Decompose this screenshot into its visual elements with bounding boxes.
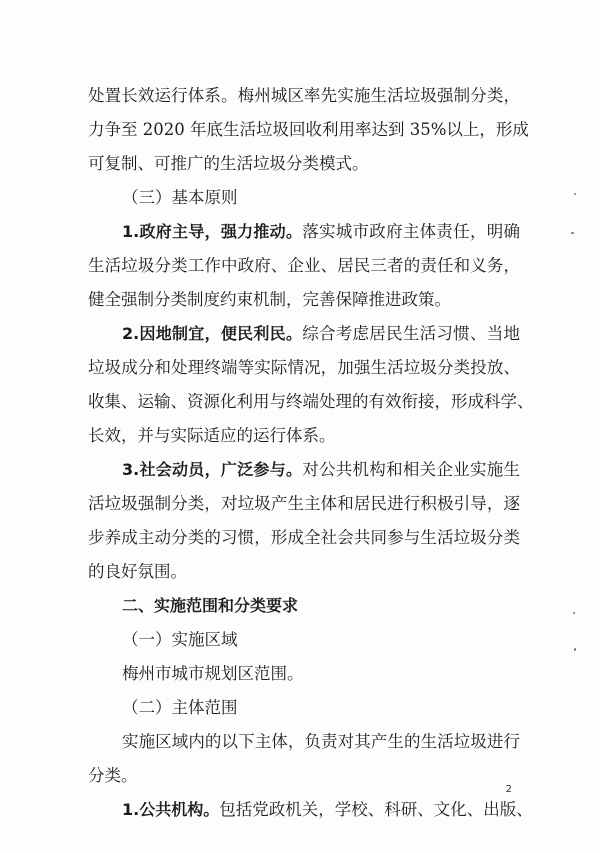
principle-title: 3.社会动员，广泛参与。 (122, 460, 303, 479)
paragraph-line: 实施区域内的以下主体，负责对其产生的生活垃圾进行 (122, 732, 520, 751)
paragraph-line: 力争至 2020 年底生活垃圾回收利用率达到 35%以上，形成 (88, 120, 529, 139)
scan-speck (571, 232, 574, 234)
section-subheading: （三）基本原则 (122, 188, 238, 207)
category-title: 1.公共机构。 (122, 800, 220, 819)
paragraph-line: 垃圾成分和处理终端等实际情况，加强生活垃圾分类投放、 (88, 358, 520, 377)
section-subheading: （一）实施区域 (122, 630, 238, 649)
page-number: 2 (505, 784, 512, 795)
paragraph-line: 生活垃圾分类工作中政府、企业、居民三者的责任和义务， (88, 256, 520, 275)
scan-speck (574, 193, 576, 195)
paragraph-line: 收集、运输、资源化利用与终端处理的有效衔接，形成科学、 (88, 392, 534, 411)
principle-title: 1.政府主导，强力推动。 (122, 222, 303, 241)
paragraph-line: 处置长效运行体系。梅州城区率先实施生活垃圾强制分类， (88, 86, 520, 105)
paragraph-line: 的良好氛围。 (88, 562, 187, 581)
principle-line: 2.因地制宜，便民利民。综合考虑居民生活习惯、当地 (122, 324, 520, 343)
principle-title: 2.因地制宜，便民利民。 (122, 324, 303, 343)
paragraph-line: 梅州市城市规划区范围。 (122, 664, 304, 683)
paragraph-line: 分类。 (88, 766, 138, 785)
principle-line: 3.社会动员，广泛参与。对公共机构和相关企业实施生 (122, 460, 520, 479)
scan-speck (574, 648, 576, 651)
paragraph-line: 步养成主动分类的习惯，形成全社会共同参与生活垃圾分类 (88, 528, 520, 547)
section-subheading: （二）主体范围 (122, 698, 238, 717)
paragraph-line: 长效，并与实际适应的运行体系。 (88, 426, 336, 445)
paragraph-line: 可复制、可推广的生活垃圾分类模式。 (88, 154, 369, 173)
paragraph-line: 健全强制分类制度约束机制，完善保障推进政策。 (88, 290, 451, 309)
paragraph-line: 1.公共机构。包括党政机关，学校、科研、文化、出版、 (122, 800, 533, 819)
principle-line: 1.政府主导，强力推动。落实城市政府主体责任，明确 (122, 222, 520, 241)
paragraph-line: 活垃圾强制分类，对垃圾产生主体和居民进行积极引导，逐 (88, 494, 520, 513)
section-heading: 二、实施范围和分类要求 (122, 596, 299, 615)
scan-speck (573, 612, 575, 614)
